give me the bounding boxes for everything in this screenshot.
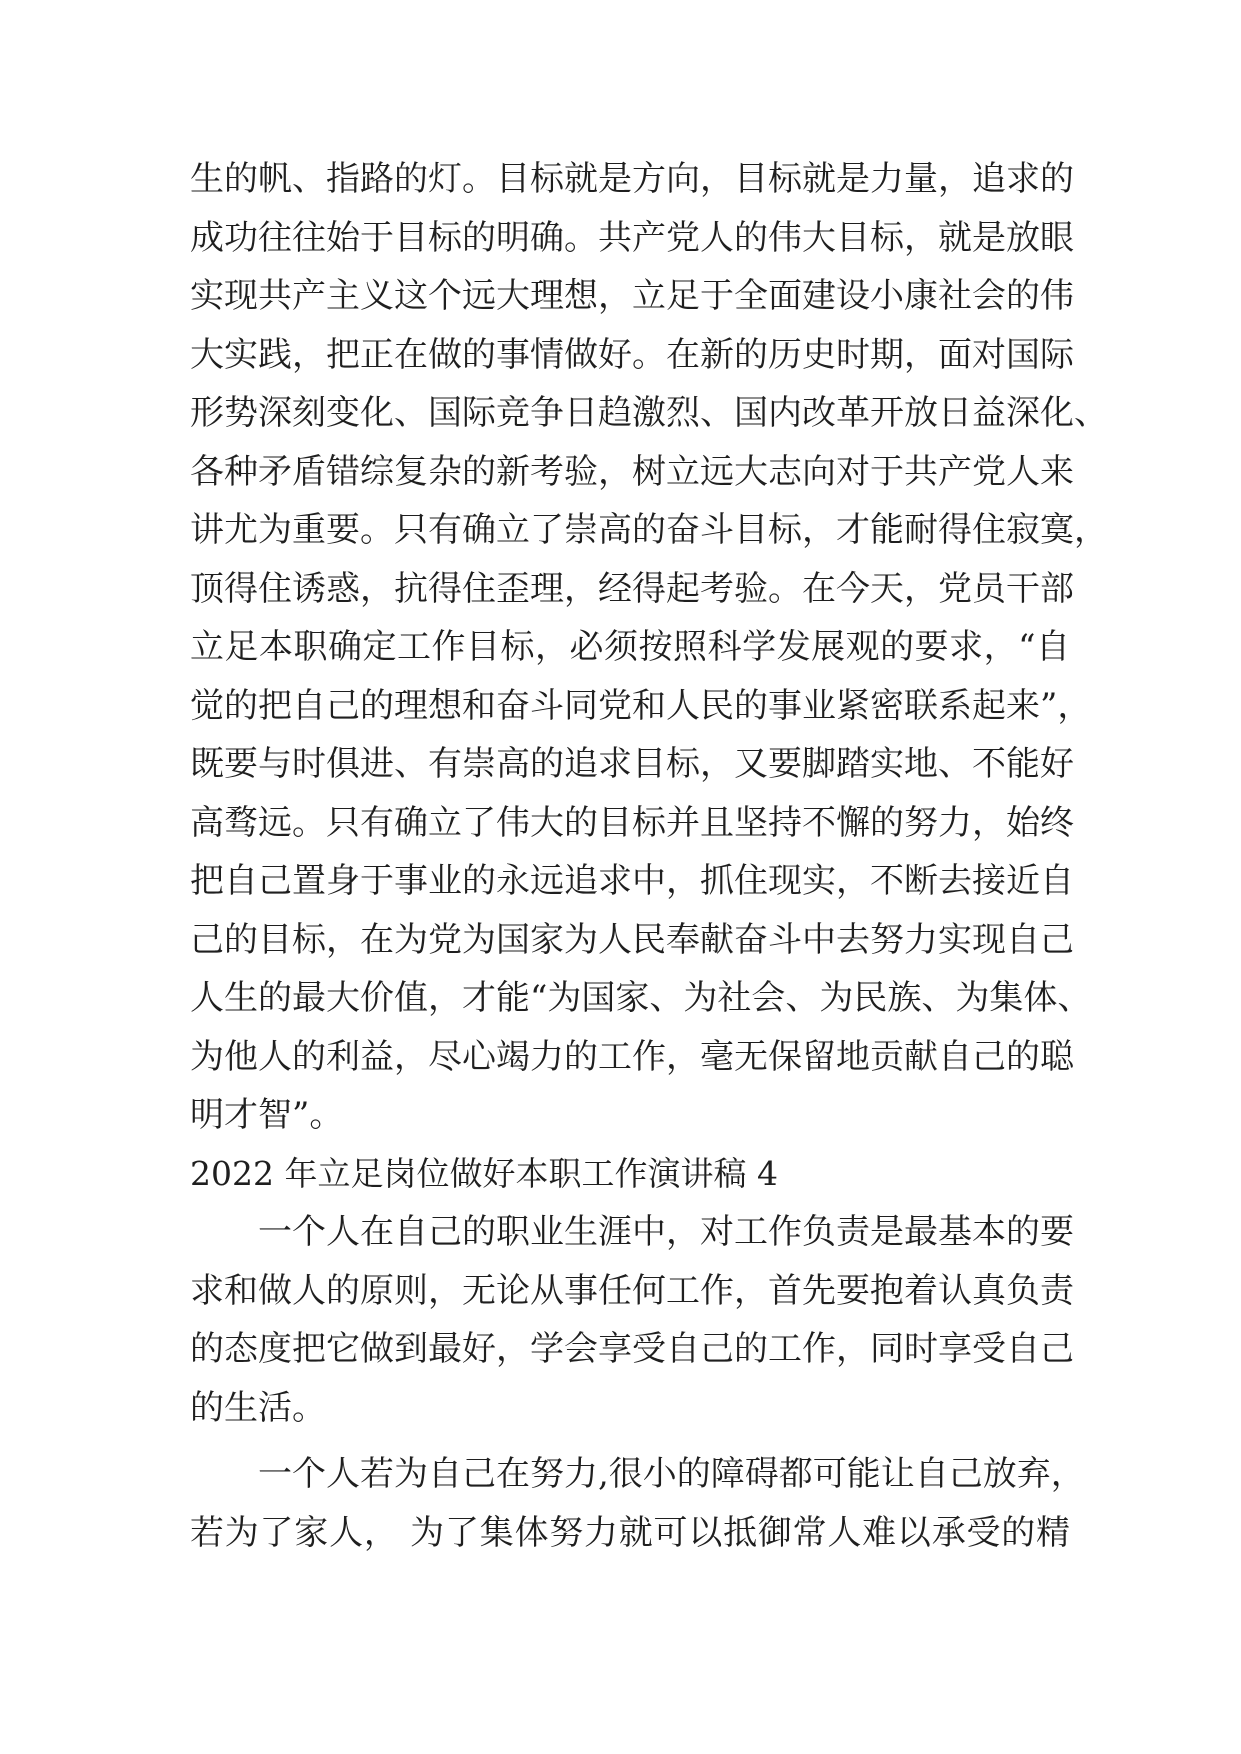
text-line: 为他人的利益，尽心竭力的工作，毫无保留地贡献自己的聪 <box>190 1036 1074 1077</box>
text-line: 觉的把自己的理想和奋斗同党和人民的事业紧密联系起来”， <box>190 685 1092 726</box>
paragraph-3 <box>190 1445 1085 1562</box>
text-line: 人生的最大价值，才能“为国家、为社会、为民族、为集体、 <box>190 978 1092 1018</box>
text-line: 高骛远。只有确立了伟大的目标并且坚持不懈的努力，始终 <box>190 802 1074 843</box>
text-line: 的生活。 <box>190 1387 326 1428</box>
paragraph-spacer <box>190 1437 1070 1445</box>
text-line: 成功往往始于目标的明确。共产党人的伟大目标，就是放眼 <box>190 217 1074 258</box>
text-line: 若为了家人， 为了集体努力就可以抵御常人难以承受的精 <box>190 1512 1070 1553</box>
text-line: 大实践，把正在做的事情做好。在新的历史时期，面对国际 <box>190 334 1074 375</box>
text-line: 明才智”。 <box>190 1095 344 1135</box>
document-body <box>190 150 1108 1562</box>
paragraph-1 <box>190 150 1108 1145</box>
text-line: 各种矛盾错综复杂的新考验，树立远大志向对于共产党人来 <box>190 451 1074 492</box>
text-line: 一个人若为自己在努力,很小的障碍都可能让自己放弃， <box>258 1454 1085 1494</box>
text-line: 讲尤为重要。只有确立了崇高的奋斗目标，才能耐得住寂寞， <box>190 510 1108 550</box>
text-line: 生的帆、指路的灯。目标就是方向，目标就是力量，追求的 <box>190 159 1074 199</box>
text-line: 一个人在自己的职业生涯中，对工作负责是最基本的要 <box>258 1212 1074 1252</box>
text-line: 顶得住诱惑，抗得住歪理，经得起考验。在今天，党员干部 <box>190 568 1074 609</box>
text-line: 把自己置身于事业的永远追求中，抓住现实，不断去接近自 <box>190 861 1074 901</box>
text-line: 立足本职确定工作目标，必须按照科学发展观的要求，“自 <box>190 627 1070 667</box>
text-line: 形势深刻变化、国际竞争日趋激烈、国内改革开放日益深化、 <box>190 393 1108 433</box>
text-line: 己的目标，在为党为国家为人民奉献奋斗中去努力实现自己 <box>190 919 1074 960</box>
text-line: 实现共产主义这个远大理想，立足于全面建设小康社会的伟 <box>190 276 1074 316</box>
text-line: 的态度把它做到最好，学会享受自己的工作，同时享受自己 <box>190 1329 1074 1369</box>
section-heading: 2022 年立足岗位做好本职工作演讲稿 4 <box>190 1153 778 1193</box>
text-line: 既要与时俱进、有崇高的追求目标，又要脚踏实地、不能好 <box>190 744 1074 784</box>
paragraph-2 <box>190 1203 1074 1437</box>
text-line: 求和做人的原则，无论从事任何工作，首先要抱着认真负责 <box>190 1270 1074 1311</box>
